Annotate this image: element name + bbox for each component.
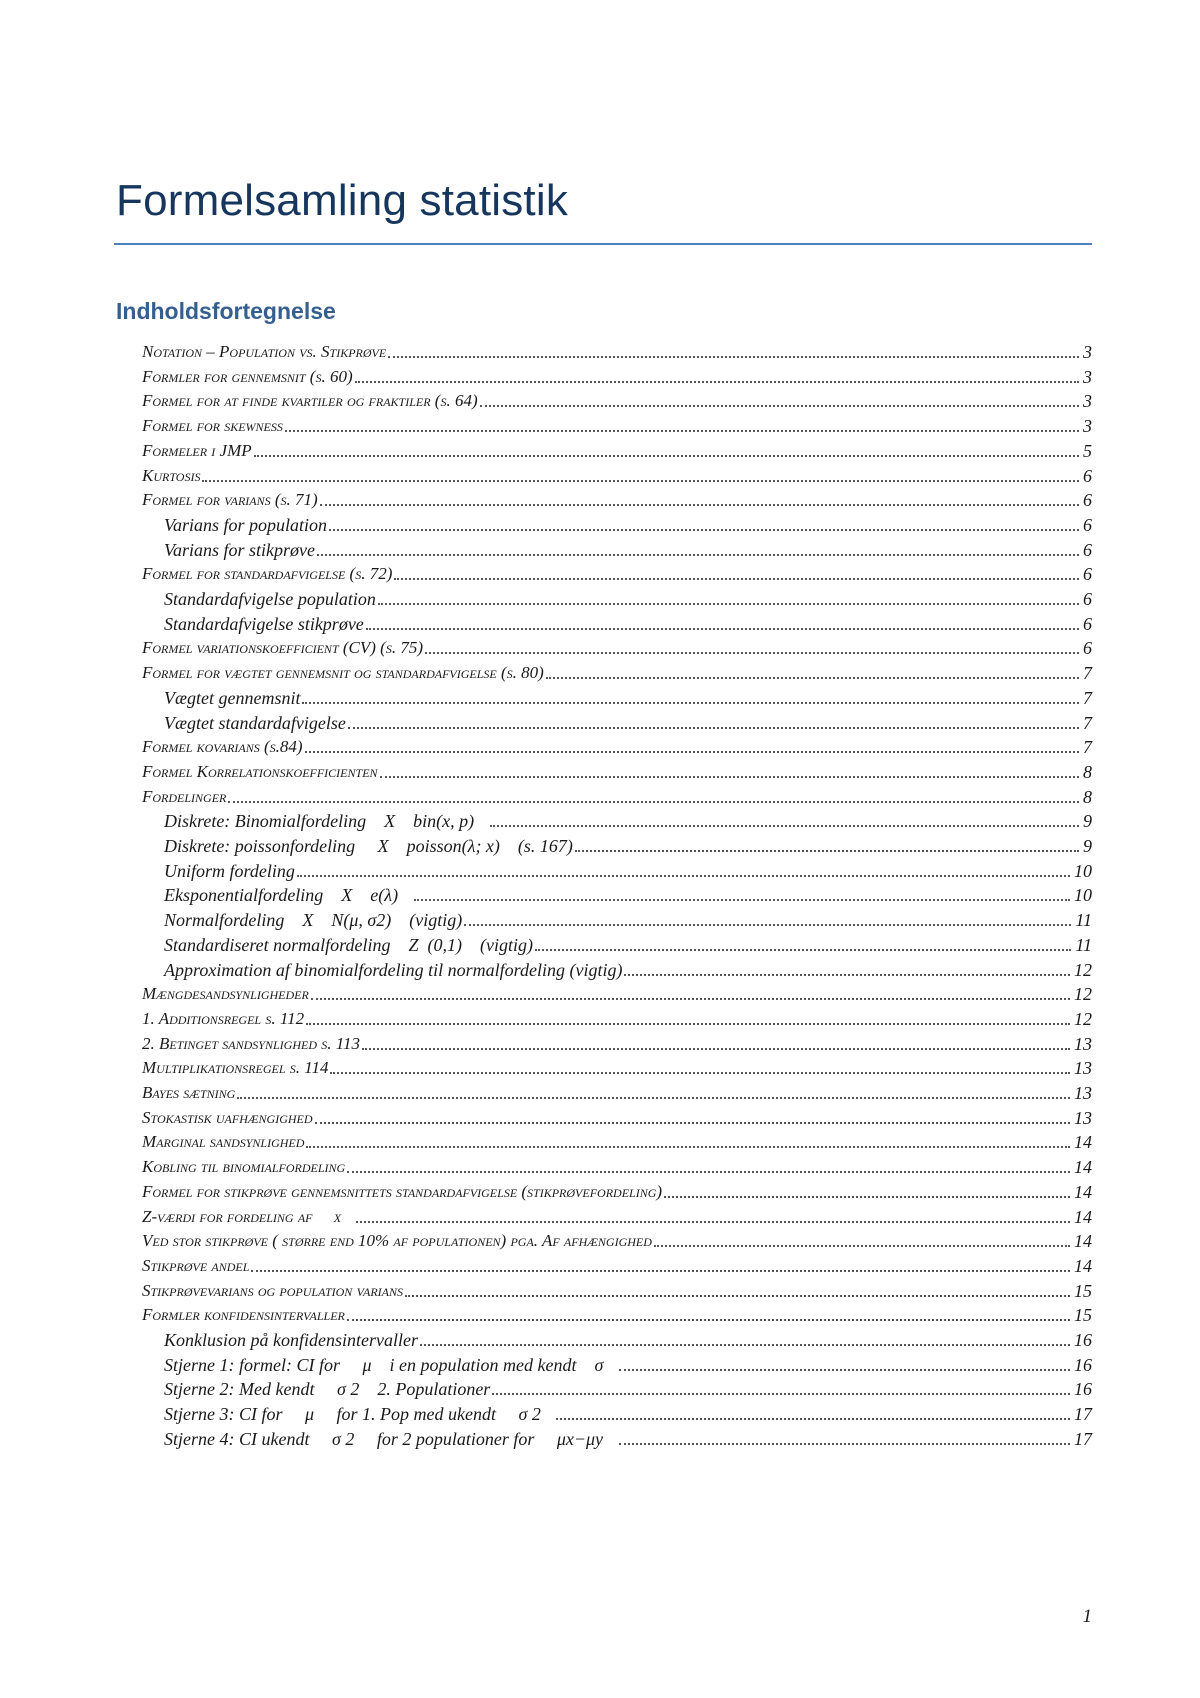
toc-entry[interactable] [142, 1028, 1092, 1054]
toc-entry-label: Fordelinger [142, 786, 227, 806]
toc-entry[interactable] [164, 954, 1092, 980]
toc-entry-page-number: 10 [1074, 885, 1092, 906]
toc-entry-page-number: 6 [1083, 539, 1092, 560]
toc-entry-page-number: 7 [1083, 737, 1092, 758]
toc-entry-label: Diskrete: poissonfordeling X poisson(λ; x) (s. 167) [164, 836, 573, 856]
toc-entry-page-number: 7 [1083, 687, 1092, 708]
toc-entry[interactable] [142, 435, 1092, 461]
toc-entry-label: Stikprøvevarians og population varians [142, 1280, 403, 1300]
toc-dot-leader [556, 1418, 1070, 1420]
toc-entry-label: 2. Betinget sandsynlighed s. 113 [142, 1033, 360, 1053]
toc-entry-page-number: 15 [1074, 1305, 1092, 1326]
toc-entry-label: Uniform fordeling [164, 860, 295, 881]
toc-entry-page-number: 12 [1074, 1008, 1092, 1029]
toc-entry-label: Normalfordeling X N(μ, σ2) (vigtig) [164, 910, 463, 931]
toc-dot-leader [311, 998, 1070, 1000]
toc-dot-leader [348, 727, 1079, 729]
toc-entry[interactable] [164, 855, 1092, 881]
toc-entry-page-number: 14 [1074, 1132, 1092, 1153]
toc-dot-leader [315, 1122, 1070, 1124]
toc-entry-label: Varians for stikprøve [164, 539, 315, 560]
toc-entry[interactable] [164, 1423, 1092, 1449]
toc-dot-leader [480, 405, 1079, 407]
toc-entry-page-number: 3 [1083, 366, 1092, 387]
toc-entry[interactable] [142, 756, 1092, 782]
toc-dot-leader [464, 924, 1071, 926]
toc-entry[interactable] [164, 879, 1092, 905]
toc-entry-page-number: 8 [1083, 761, 1092, 782]
toc-entry-label: Formel Korrelationskoefficienten [142, 761, 378, 781]
toc-entry-page-number: 6 [1083, 589, 1092, 609]
toc-entry-label: Stjerne 3: CI for μ for 1. Pop med ukendt σ 2 [164, 1404, 555, 1425]
toc-entry-label: Formler for gennemsnit (s. 60) [142, 366, 353, 386]
toc-entry-page-number: 11 [1075, 910, 1092, 931]
toc-entry[interactable] [142, 731, 1092, 757]
toc-entry[interactable] [142, 484, 1092, 510]
toc-entry-label: Stokastisk uafhængighed [142, 1107, 313, 1127]
toc-entry[interactable] [142, 460, 1092, 486]
toc-entry[interactable] [164, 1349, 1092, 1375]
toc-entry[interactable] [142, 1299, 1092, 1325]
toc-entry-label: Mængdesandsynligheder [142, 984, 309, 1004]
toc-entry-page-number: 13 [1074, 1083, 1092, 1103]
toc-entry-label: Kobling til binomialfordeling [142, 1157, 346, 1177]
toc-entry[interactable] [142, 558, 1092, 584]
toc-entry-label: Stjerne 2: Med kendt σ 2 2. Populationer [164, 1379, 491, 1400]
toc-entry[interactable] [142, 632, 1092, 658]
toc-entry[interactable] [164, 534, 1092, 560]
toc-entry-page-number: 14 [1074, 1181, 1092, 1202]
title-underline [114, 243, 1092, 245]
toc-dot-leader [378, 603, 1079, 605]
toc-entry[interactable] [142, 1225, 1092, 1251]
toc-heading: Indholdsfortegnelse [116, 298, 336, 324]
toc-entry[interactable] [142, 410, 1092, 436]
toc-entry-page-number: 9 [1083, 836, 1092, 856]
toc-dot-leader [356, 1221, 1070, 1223]
toc-entry[interactable] [164, 509, 1092, 535]
toc-entry-label: Stikprøve andel [142, 1255, 250, 1275]
toc-entry-label: Standardafvigelse stikprøve [164, 613, 364, 634]
toc-entry-page-number: 13 [1074, 1058, 1092, 1079]
toc-entry-label: Multiplikationsregel s. 114 [142, 1058, 329, 1078]
toc-entry-page-number: 14 [1074, 1206, 1092, 1227]
toc-entry[interactable] [164, 805, 1092, 831]
toc-entry-label: Marginal sandsynlighed [142, 1132, 305, 1152]
toc-entry[interactable] [164, 929, 1092, 955]
toc-entry-page-number: 12 [1074, 984, 1092, 1005]
toc-dot-leader [405, 1295, 1070, 1297]
toc-entry-label: 1. Additionsregel s. 112 [142, 1008, 305, 1028]
toc-dot-leader [388, 356, 1079, 358]
toc-dot-leader [297, 875, 1070, 877]
toc-entry[interactable] [142, 1077, 1092, 1103]
toc-dot-leader [317, 554, 1079, 556]
toc-entry-label: Formel variationskoefficient (CV) (s. 75) [142, 638, 423, 658]
toc-dot-leader [624, 974, 1070, 976]
toc-entry-label: Varians for population [164, 514, 328, 535]
toc-entry[interactable] [142, 361, 1092, 387]
toc-entry-page-number: 14 [1074, 1231, 1092, 1252]
toc-entry-page-number: 12 [1074, 959, 1092, 980]
toc-entry-label: Formel for at finde kvartiler og fraktiler (s. 64) [142, 391, 478, 411]
toc-entry[interactable] [164, 707, 1092, 733]
toc-entry-page-number: 9 [1083, 811, 1092, 832]
toc-entry-page-number: 3 [1083, 342, 1092, 362]
toc-dot-leader [305, 751, 1079, 753]
toc-entry-page-number: 7 [1083, 712, 1092, 733]
toc-entry[interactable] [142, 1003, 1092, 1029]
toc-dot-leader [664, 1196, 1070, 1198]
toc-entry-label: Formel kovarians (s.84) [142, 737, 303, 757]
toc-entry[interactable] [142, 1201, 1092, 1227]
toc-entry-label: Formeler i JMP [142, 440, 252, 460]
toc-entry-page-number: 15 [1074, 1280, 1092, 1301]
toc-entry-label: Vægtet standardafvigelse [164, 712, 346, 733]
page-number: 1 [1082, 1606, 1092, 1627]
toc-entry[interactable] [142, 336, 1092, 362]
toc-dot-leader [254, 455, 1079, 457]
toc-entry-page-number: 16 [1074, 1354, 1092, 1375]
toc-entry-label: Approximation af binomialfordeling til normalfordeling (vigtig) [164, 959, 623, 980]
toc-entry-page-number: 3 [1083, 391, 1092, 412]
toc-entry[interactable] [142, 657, 1092, 683]
toc-entry-page-number: 13 [1074, 1107, 1092, 1128]
toc-dot-leader [251, 1270, 1070, 1272]
toc-entry[interactable] [164, 682, 1092, 708]
toc-entry[interactable] [142, 978, 1092, 1004]
toc-dot-leader [355, 381, 1079, 383]
document-title: Formelsamling statistik [116, 176, 569, 225]
toc-dot-leader [302, 702, 1079, 704]
toc-entry-label: Formel for standardafvigelse (s. 72) [142, 564, 393, 584]
toc-entry[interactable] [164, 608, 1092, 634]
toc-entry-page-number: 16 [1074, 1379, 1092, 1400]
toc-entry-page-number: 8 [1083, 786, 1092, 807]
toc-entry-label: Bayes sætning [142, 1083, 236, 1102]
toc-entry-label: Stjerne 1: formel: CI for μ i en population med kendt σ [164, 1354, 617, 1375]
toc-dot-leader [492, 1393, 1070, 1395]
toc-entry-label: Ved stor stikprøve ( større end 10% af populationen) pga. Af afhængighed [142, 1231, 652, 1251]
toc-entry-label: Eksponentialfordeling X e(λ) [164, 885, 412, 906]
toc-dot-leader [394, 578, 1079, 580]
toc-entry[interactable] [142, 385, 1092, 411]
toc-dot-leader [329, 529, 1079, 531]
toc-entry-label: Notation – Population vs. Stikprøve [142, 342, 387, 361]
toc-entry[interactable] [142, 1176, 1092, 1202]
toc-dot-leader [546, 677, 1079, 679]
toc-entry[interactable] [164, 904, 1092, 930]
toc-dot-leader [535, 949, 1071, 951]
toc-entry-page-number: 10 [1074, 860, 1092, 881]
toc-entry[interactable] [164, 830, 1092, 856]
toc-dot-leader [320, 504, 1079, 506]
toc-entry-label: Kurtosis [142, 465, 201, 485]
toc-entry-label: Z-værdi for fordeling af x [142, 1206, 354, 1226]
toc-entry[interactable] [142, 1052, 1092, 1078]
toc-entry-label: Formel for stikprøve gennemsnittets standardafvigelse (stikprøvefordeling) [142, 1181, 663, 1201]
toc-entry-page-number: 6 [1083, 638, 1092, 659]
toc-entry[interactable] [142, 1250, 1092, 1276]
toc-entry-page-number: 6 [1083, 465, 1092, 486]
toc-entry[interactable] [142, 1151, 1092, 1177]
toc-entry-page-number: 3 [1083, 416, 1092, 437]
toc-entry-label: Formler konfidensintervaller [142, 1305, 345, 1325]
toc-entry-label: Formel for skewness [142, 416, 283, 436]
toc-entry-label: Formel for varians (s. 71) [142, 490, 318, 510]
toc-dot-leader [306, 1146, 1070, 1148]
toc-dot-leader [366, 628, 1079, 630]
toc-dot-leader [380, 776, 1079, 778]
toc-dot-leader [575, 850, 1079, 852]
toc-entry-label: Standardafvigelse population [164, 589, 376, 609]
toc-entry-page-number: 14 [1074, 1157, 1092, 1178]
toc-entry-page-number: 14 [1074, 1255, 1092, 1276]
toc-entry[interactable] [142, 1102, 1092, 1128]
toc-dot-leader [420, 1344, 1070, 1346]
toc-entry-page-number: 11 [1075, 934, 1092, 955]
toc-entry-label: Formel for vægtet gennemsnit og standardafvigelse (s. 80) [142, 663, 544, 683]
toc-dot-leader [347, 1171, 1070, 1173]
toc-entry-page-number: 13 [1074, 1033, 1092, 1054]
toc-dot-leader [490, 825, 1079, 827]
toc-dot-leader [619, 1369, 1070, 1371]
toc-entry[interactable] [142, 781, 1092, 807]
toc-entry-label: Vægtet gennemsnit [164, 687, 301, 708]
toc-entry-page-number: 17 [1074, 1428, 1092, 1449]
toc-entry-label: Konklusion på konfidensintervaller [164, 1330, 418, 1350]
toc-entry[interactable] [164, 1398, 1092, 1424]
toc-entry-label: Diskrete: Binomialfordeling X bin(x, p) [164, 811, 488, 832]
toc-dot-leader [654, 1245, 1070, 1247]
toc-entry-page-number: 6 [1083, 564, 1092, 585]
toc-dot-leader [425, 652, 1079, 654]
toc-entry-page-number: 6 [1083, 490, 1092, 511]
toc-dot-leader [285, 430, 1079, 432]
toc-entry-page-number: 7 [1083, 663, 1092, 684]
toc-entry-page-number: 16 [1074, 1330, 1092, 1350]
toc-entry[interactable] [142, 1275, 1092, 1301]
toc-entry[interactable] [164, 1373, 1092, 1399]
toc-dot-leader [330, 1072, 1070, 1074]
toc-entry[interactable] [164, 583, 1092, 609]
toc-entry-label: Stjerne 4: CI ukendt σ 2 for 2 populationer for μx−μy [164, 1428, 617, 1449]
toc-entry-page-number: 5 [1083, 440, 1092, 461]
toc-dot-leader [362, 1048, 1070, 1050]
toc-entry[interactable] [142, 1126, 1092, 1152]
toc-entry-page-number: 17 [1074, 1404, 1092, 1425]
toc-entry-page-number: 6 [1083, 613, 1092, 634]
toc-dot-leader [228, 801, 1079, 803]
toc-entry-label: Standardiseret normalfordeling Z (0,1) (vigtig) [164, 934, 533, 955]
toc-dot-leader [347, 1319, 1070, 1321]
toc-entry[interactable] [164, 1324, 1092, 1350]
toc-entry-page-number: 6 [1083, 514, 1092, 535]
toc-dot-leader [414, 899, 1070, 901]
toc-dot-leader [619, 1443, 1070, 1445]
toc-dot-leader [237, 1097, 1070, 1099]
toc-dot-leader [202, 480, 1079, 482]
toc-dot-leader [306, 1023, 1070, 1025]
